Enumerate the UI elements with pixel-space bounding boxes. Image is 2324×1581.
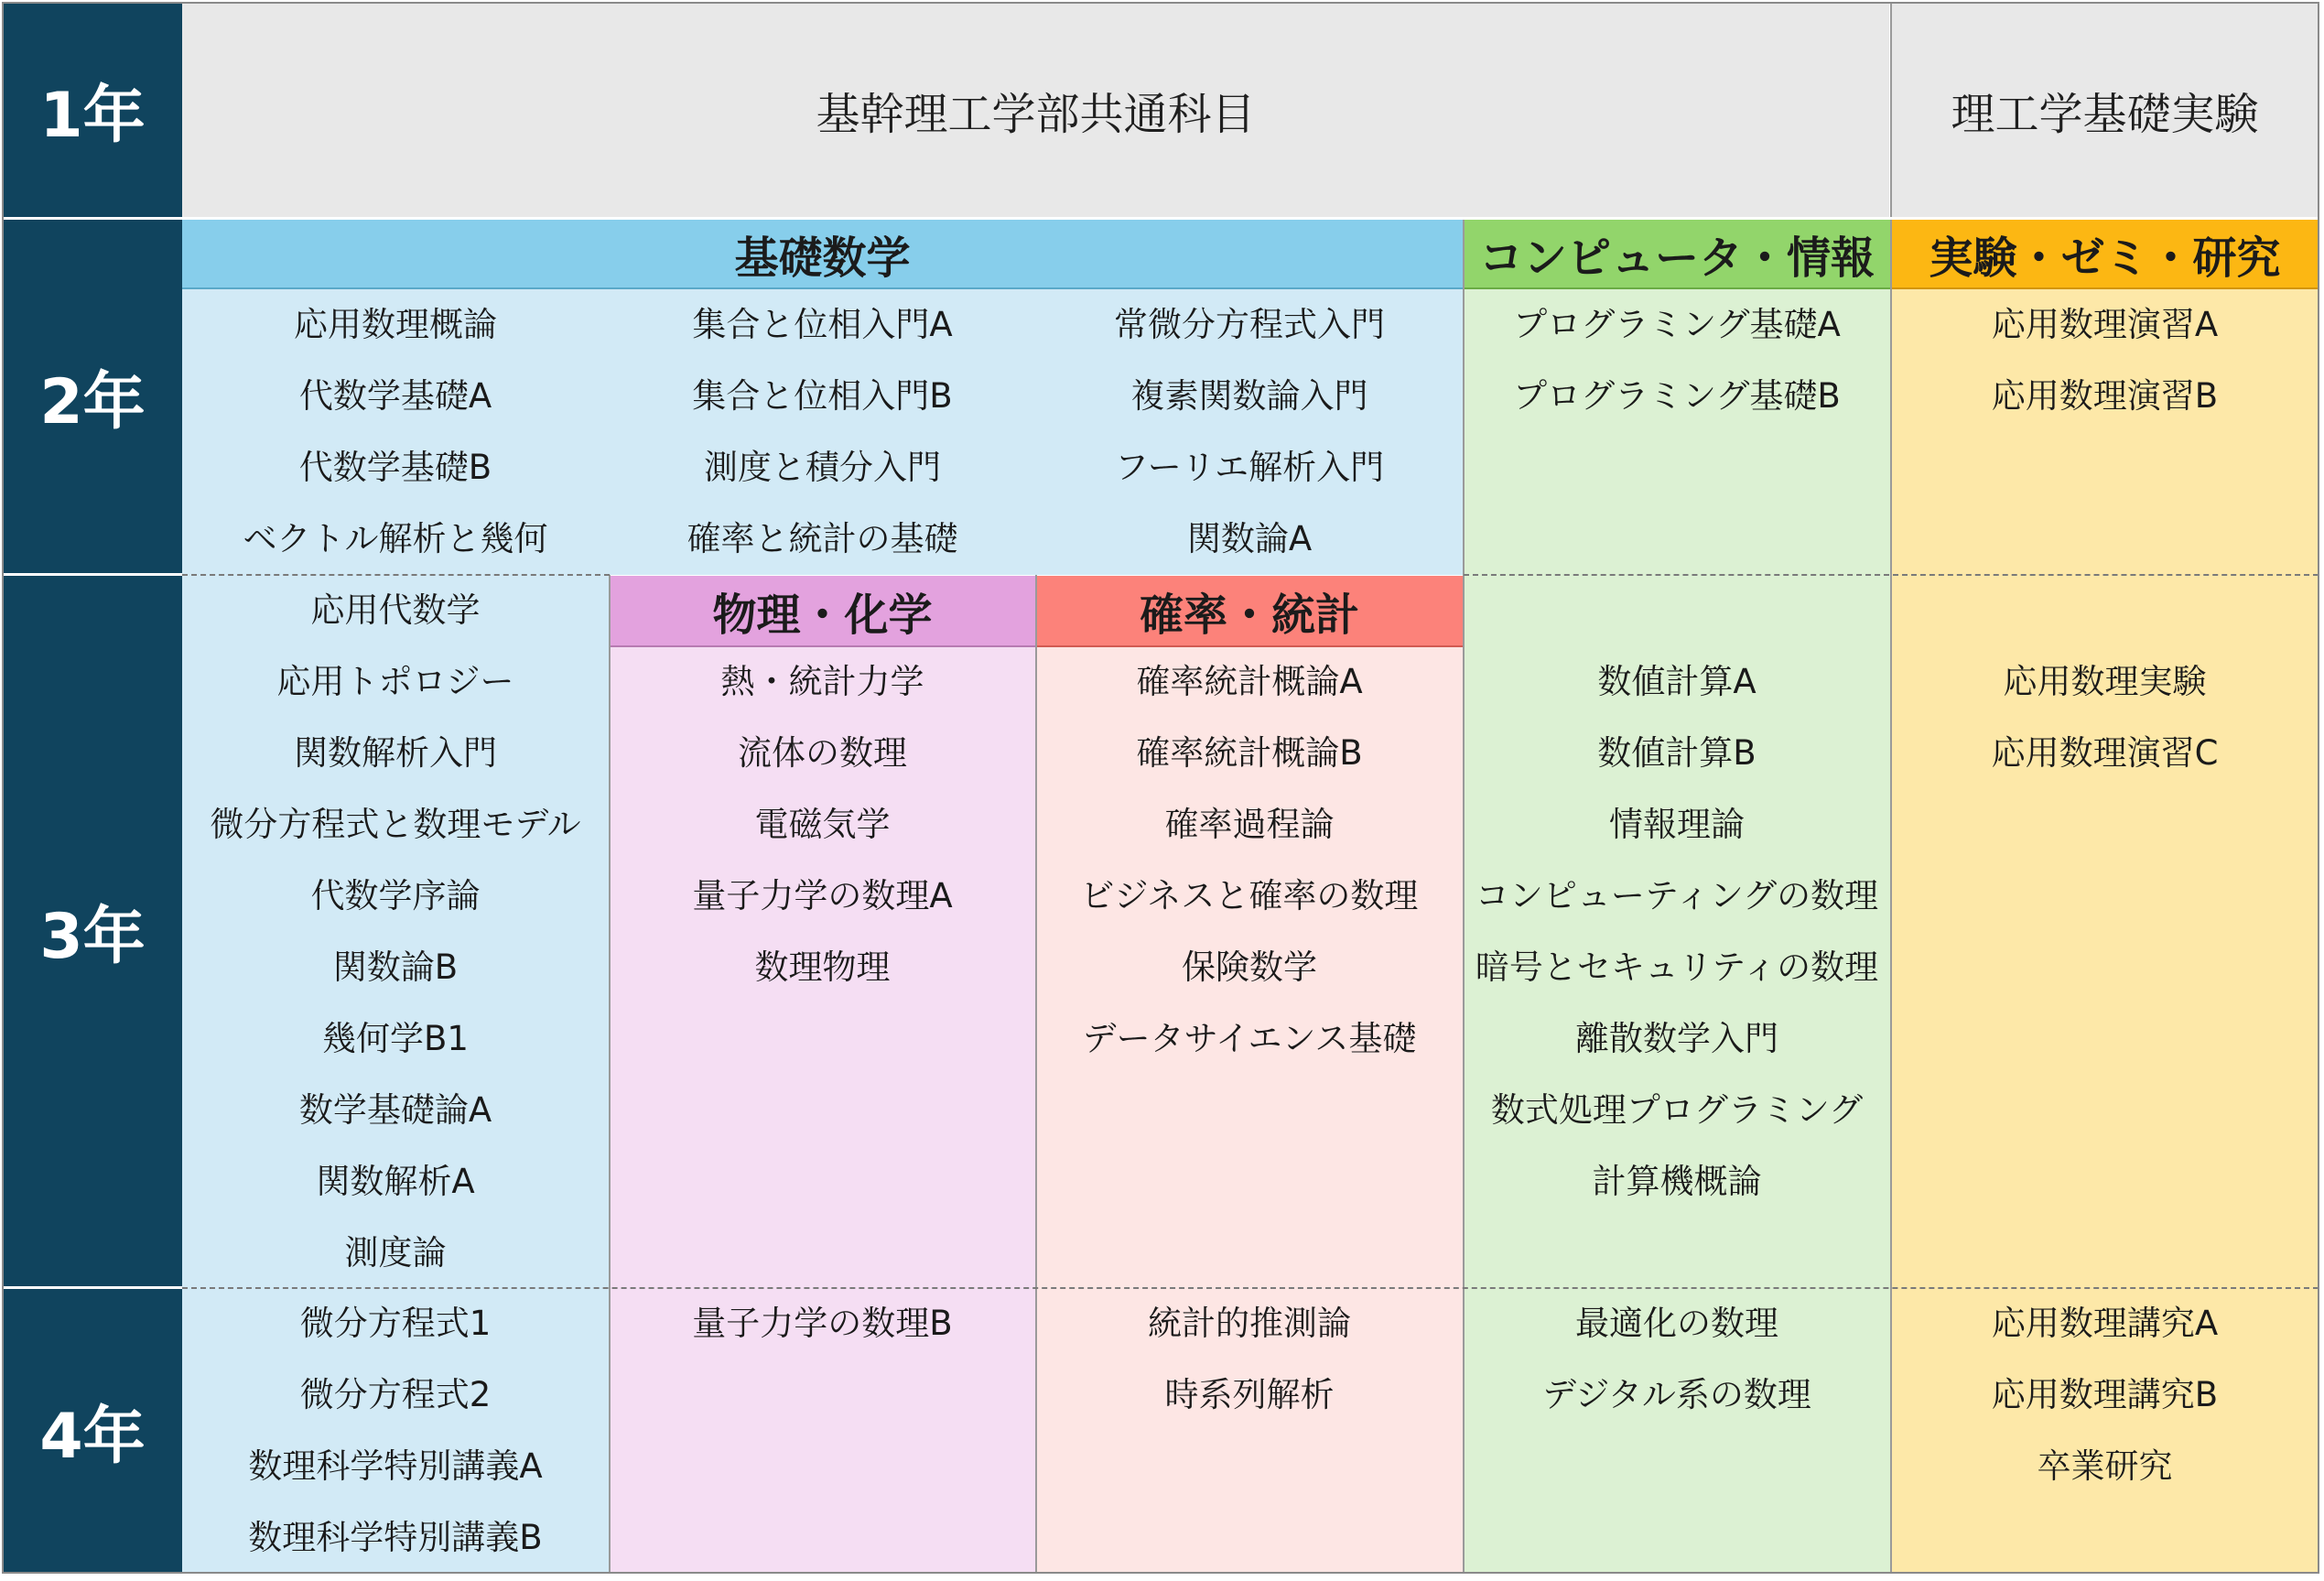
course-item: 応用代数学: [310, 590, 481, 630]
basic-lab-label: 理工学基礎実験: [1951, 88, 2259, 140]
y2-math-col3: [1036, 289, 1463, 575]
course-item: フーリエ解析入門: [1114, 448, 1385, 487]
course-item: 量子力学の数理B: [692, 1304, 953, 1343]
course-item: 数値計算B: [1597, 733, 1757, 773]
y2-math-col2: [610, 289, 1035, 575]
course-item: 集合と位相入門A: [692, 305, 953, 344]
year-label-1: 1年: [3, 3, 182, 217]
course-item: 複素関数論入門: [1130, 376, 1368, 416]
course-item: 応用数理実験: [2003, 662, 2207, 701]
probability-header-label: 確率・統計: [1139, 589, 1359, 641]
course-item: 応用数理演習B: [1991, 376, 2219, 416]
y2-experiment-list: [1891, 289, 2319, 432]
year-label-2: 2年: [3, 220, 182, 573]
y2-math-col1: [182, 289, 609, 575]
y3-experiment-list: [1891, 646, 2319, 789]
course-item: 数式処理プログラミング: [1490, 1090, 1864, 1130]
course-item: ベクトル解析と幾何: [243, 519, 548, 558]
course-item: プログラミング基礎A: [1513, 305, 1841, 344]
physics-header: [610, 576, 1035, 647]
course-item: 統計的推測論: [1148, 1304, 1351, 1343]
course-item: 代数学基礎B: [298, 448, 492, 487]
course-item: 時系列解析: [1164, 1375, 1335, 1414]
course-item: 熱・統計力学: [720, 662, 924, 701]
course-item: 流体の数理: [738, 733, 907, 773]
course-item: 応用数理講究B: [1991, 1375, 2219, 1414]
course-item: 情報理論: [1609, 805, 1745, 844]
course-item: 確率統計概論B: [1136, 733, 1363, 773]
course-item: 常微分方程式入門: [1114, 305, 1385, 344]
course-item: 数理物理: [754, 948, 891, 987]
experiment-header-label: 実験・ゼミ・研究: [1929, 232, 2281, 284]
y3-physics-list: [610, 646, 1035, 1003]
course-item: 数学基礎論A: [298, 1090, 492, 1130]
course-item: 暗号とセキュリティの数理: [1475, 948, 1879, 987]
common-subjects-label: 基幹理工学部共通科目: [816, 88, 1256, 140]
y4-computer-list: [1464, 1288, 1890, 1431]
course-item: 代数学序論: [310, 876, 481, 915]
course-item: 離散数学入門: [1575, 1019, 1778, 1058]
y4-physics-list: [610, 1288, 1035, 1359]
course-item: 測度論: [344, 1233, 447, 1272]
course-item: 保険数学: [1182, 948, 1317, 987]
course-item: 量子力学の数理A: [692, 876, 953, 915]
math-header-label: 基礎数学: [734, 232, 911, 284]
math-header: [182, 220, 1463, 289]
y3-probability-list: [1036, 646, 1463, 1075]
year-label-4: 4年: [3, 1289, 182, 1573]
course-item: デジタル系の数理: [1542, 1375, 1811, 1414]
course-item: 関数論A: [1186, 519, 1313, 558]
computer-header-label: コンピュータ・情報: [1478, 232, 1875, 284]
course-item: 応用数理講究A: [1991, 1304, 2219, 1343]
course-item: 応用数理演習A: [1991, 305, 2219, 344]
common-subjects-cell: [182, 3, 1889, 217]
computer-header: [1464, 220, 1890, 289]
course-item: 関数論B: [332, 948, 459, 987]
y2-computer-list: [1464, 289, 1890, 432]
course-item: ビジネスと確率の数理: [1080, 876, 1419, 915]
course-item: 幾何学B1: [322, 1019, 469, 1058]
course-item: 微分方程式1: [299, 1304, 492, 1343]
course-item: 代数学基礎A: [298, 376, 492, 416]
course-item: 応用トポロジー: [276, 662, 514, 701]
y4-probability-list: [1036, 1288, 1463, 1431]
course-item: 数理科学特別講義A: [248, 1446, 543, 1486]
course-item: 測度と積分入門: [704, 448, 941, 487]
course-item: データサイエンス基礎: [1082, 1019, 1417, 1058]
year-label-3: 3年: [3, 576, 182, 1286]
course-item: 集合と位相入門B: [692, 376, 953, 416]
course-item: 確率と統計の基礎: [686, 519, 958, 558]
row-separator: [0, 217, 2319, 220]
course-item: 最適化の数理: [1575, 1304, 1778, 1343]
y3-math-list: [182, 575, 609, 1289]
course-item: コンピューティングの数理: [1475, 876, 1879, 915]
course-item: プログラミング基礎B: [1513, 376, 1841, 416]
course-item: 関数解析入門: [294, 733, 497, 773]
year-separator-2-3: [1464, 574, 2319, 576]
y3-computer-list: [1464, 646, 1890, 1218]
y4-math-list: [182, 1288, 609, 1574]
physics-header-label: 物理・化学: [712, 589, 933, 641]
course-item: 確率統計概論A: [1136, 662, 1363, 701]
course-item: 電磁気学: [754, 805, 891, 844]
course-item: 応用数理演習C: [1991, 733, 2219, 773]
course-item: 微分方程式2: [299, 1375, 492, 1414]
basic-lab-cell: [1891, 3, 2319, 217]
course-item: 微分方程式と数理モデル: [210, 805, 581, 844]
course-item: 数理科学特別講義B: [248, 1518, 543, 1557]
y4-experiment-list: [1891, 1288, 2319, 1502]
course-item: 関数解析A: [316, 1162, 475, 1201]
course-item: 確率過程論: [1164, 805, 1335, 844]
course-item: 計算機概論: [1592, 1162, 1762, 1201]
course-item: 数値計算A: [1597, 662, 1757, 701]
course-item: 応用数理概論: [294, 305, 497, 344]
probability-header: [1036, 576, 1463, 647]
experiment-header: [1891, 220, 2319, 289]
course-item: 卒業研究: [2037, 1446, 2173, 1486]
